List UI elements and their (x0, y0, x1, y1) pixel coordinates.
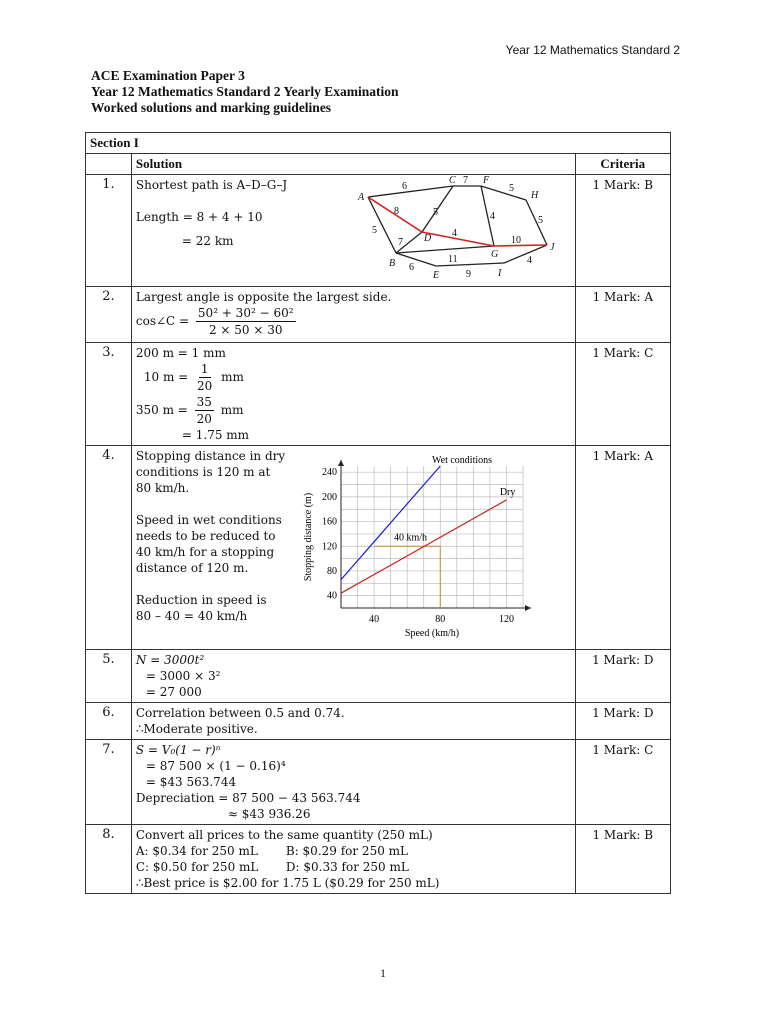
solution-cell (131, 343, 575, 446)
question-number: 6. (86, 703, 132, 740)
edge-weight: 6 (408, 262, 414, 273)
denominator: 2 × 50 × 30 (208, 323, 283, 337)
edge-weight: 5 (508, 183, 514, 194)
legend-label-dry: Dry (499, 487, 516, 499)
title-line-2: Year 12 Mathematics Standard 2 Yearly Examination (91, 84, 399, 99)
solutions-table (85, 132, 671, 894)
network-diagram (354, 175, 559, 287)
solution-line: Speed in wet conditions (135, 513, 282, 527)
title-line-3: Worked solutions and marking guidelines (91, 100, 332, 115)
question-number: 4. (86, 446, 132, 650)
edge-weight: 7 (462, 175, 468, 186)
node-label: I (497, 268, 502, 279)
y-tick-label: 160 (321, 516, 337, 528)
node-label: E (432, 270, 439, 281)
table-row (86, 175, 671, 287)
node-label: G (490, 249, 499, 260)
solution-line: = $43 563.744 (145, 775, 237, 789)
solution-cell (131, 175, 575, 287)
criteria-cell: 1 Mark: D (575, 703, 670, 740)
edge-weight: 4 (526, 255, 532, 266)
price-b: B: $0.29 for 250 mL (285, 844, 409, 858)
x-axis-arrow (525, 605, 531, 611)
num-header (86, 154, 132, 175)
price-a: A: $0.34 for 250 mL (135, 844, 258, 858)
solution-cell (131, 446, 575, 650)
x-tick-label: 120 (498, 614, 514, 625)
y-tick-label: 200 (321, 491, 337, 503)
edge-weight: 8 (393, 206, 399, 217)
solution-line: Reduction in speed is (135, 593, 267, 607)
edge-weight: 9 (465, 269, 471, 280)
node-label: D (423, 233, 432, 244)
section-heading: Section I (86, 133, 671, 154)
edge-weight: 7 (397, 237, 403, 248)
y-tick-label: 120 (321, 541, 337, 553)
denominator: 20 (197, 379, 213, 393)
solution-line: Largest angle is opposite the largest side. (135, 290, 392, 304)
y-axis-arrow (338, 460, 344, 466)
solution-line: = 87 500 × (1 − 0.16)⁴ (145, 759, 286, 773)
criteria-header: Criteria (575, 154, 670, 175)
table-row (86, 446, 671, 650)
node-label: H (530, 190, 539, 201)
numerator: 50² + 30² − 60² (197, 306, 294, 320)
denominator: 20 (196, 412, 212, 426)
criteria-cell: 1 Mark: C (575, 740, 670, 825)
solution-line: Correlation between 0.5 and 0.74. (135, 706, 345, 720)
solution-line: needs to be reduced to (135, 529, 276, 543)
node-label: B (388, 258, 395, 269)
edge-weight: 5 (537, 215, 543, 226)
solution-line: 40 km/h for a stopping (135, 545, 275, 559)
edge-weight: 5 (432, 207, 438, 218)
criteria-cell: 1 Mark: C (575, 343, 670, 446)
node-label: C (448, 175, 456, 186)
criteria-cell: 1 Mark: A (575, 287, 670, 343)
title-line-1: ACE Examination Paper 3 (91, 68, 245, 83)
edge-weight: 6 (401, 181, 407, 192)
solution-cell (131, 825, 575, 894)
fraction (195, 361, 214, 394)
table-row (86, 650, 671, 703)
solution-header: Solution (131, 154, 575, 175)
solution-line: = 22 km (181, 234, 234, 248)
stopping-distance-chart (297, 446, 557, 646)
solution-cell (131, 650, 575, 703)
solution-line: ∴Best price is $2.00 for 1.75 L ($0.29 for 250 mL) (135, 876, 440, 890)
question-number: 7. (86, 740, 132, 825)
page-number: 1 (380, 966, 386, 980)
solution-line: Stopping distance in dry (135, 449, 286, 463)
table-row (86, 287, 671, 343)
table-row (86, 703, 671, 740)
question-number: 2. (86, 287, 132, 343)
document-title (91, 68, 399, 116)
question-number: 8. (86, 825, 132, 894)
edge-weight: 10 (510, 235, 521, 246)
unit: mm (220, 403, 244, 417)
solution-line: 200 m = 1 mm (135, 346, 226, 360)
solution-line: N = 3000t² (135, 653, 205, 667)
y-axis-label: Stopping distance (m) (302, 492, 314, 582)
price-c: C: $0.50 for 250 mL (135, 860, 259, 874)
equation-lhs: 10 m = (143, 370, 189, 384)
price-d: D: $0.33 for 250 mL (285, 860, 409, 874)
solution-cell (131, 703, 575, 740)
numerator: 1 (200, 362, 209, 376)
solution-line: ≈ $43 936.26 (227, 807, 311, 821)
solution-line: distance of 120 m. (135, 561, 249, 575)
table-row (86, 740, 671, 825)
solution-cell (131, 740, 575, 825)
solution-line: = 1.75 mm (181, 428, 250, 442)
solution-line: ∴Moderate positive. (135, 722, 258, 736)
solution-line: Convert all prices to the same quantity (250 mL) (135, 828, 433, 842)
question-number: 3. (86, 343, 132, 446)
running-header: Year 12 Mathematics Standard 2 (505, 43, 680, 57)
edge-weight: 4 (489, 211, 495, 222)
unit: mm (221, 370, 244, 384)
solution-line: Length = 8 + 4 + 10 (135, 210, 263, 224)
solution-line: 80 – 40 = 40 km/h (135, 609, 248, 623)
solution-line: 80 km/h. (135, 481, 190, 495)
x-tick-label: 80 (435, 614, 446, 625)
fraction (196, 305, 296, 338)
node-label: A (357, 192, 364, 203)
question-number: 1. (86, 175, 132, 287)
equation-lhs: cos∠C = (135, 314, 190, 328)
solution-line: = 3000 × 3² (145, 669, 221, 683)
solution-line: conditions is 120 m at (135, 465, 271, 479)
node-label: F (482, 175, 489, 186)
y-tick-label: 240 (321, 467, 337, 479)
edge-weight: 11 (447, 254, 458, 265)
table-row (86, 825, 671, 894)
y-tick-label: 40 (326, 590, 337, 602)
criteria-cell: 1 Mark: B (575, 175, 670, 287)
annotation-label: 40 km/h (393, 532, 427, 544)
equation-lhs: 350 m = (135, 403, 188, 417)
criteria-cell: 1 Mark: A (575, 446, 670, 650)
edge-weight: 5 (371, 225, 377, 236)
x-axis-label: Speed (km/h) (404, 628, 459, 639)
solution-line: S = V₀(1 − r)ⁿ (135, 743, 221, 757)
solution-line: Depreciation = 87 500 − 43 563.744 (135, 791, 361, 805)
legend-label-wet: Wet conditions (431, 455, 492, 466)
solution-line: = 27 000 (145, 685, 202, 699)
fraction (195, 394, 214, 427)
criteria-cell: 1 Mark: D (575, 650, 670, 703)
question-number: 5. (86, 650, 132, 703)
y-tick-label: 80 (326, 565, 337, 577)
node-label: J (549, 242, 555, 253)
table-row (86, 343, 671, 446)
solution-line: Shortest path is A–D–G–J (135, 178, 288, 192)
numerator: 35 (196, 395, 212, 409)
criteria-cell: 1 Mark: B (575, 825, 670, 894)
solution-cell (131, 287, 575, 343)
edge-weight: 4 (451, 228, 457, 239)
x-tick-label: 40 (368, 614, 379, 625)
